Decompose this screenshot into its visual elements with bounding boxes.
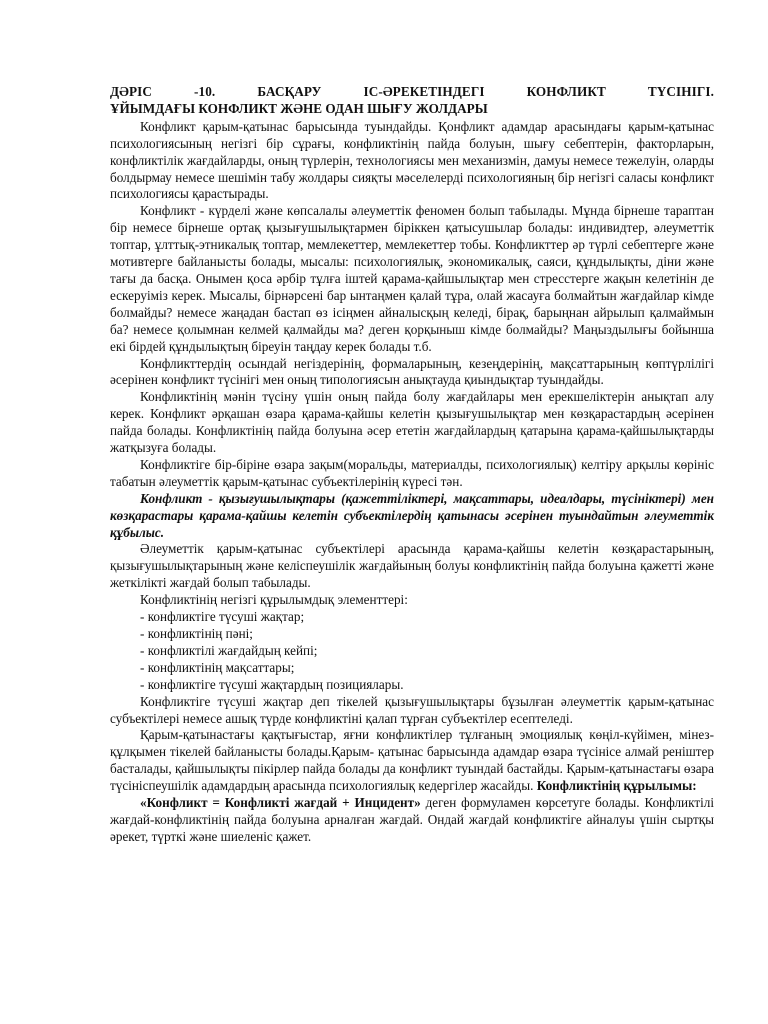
paragraph-formula — [110, 795, 714, 846]
structural-elements-heading: Конфликтінің негізгі құрылымдық элементтері: — [140, 592, 408, 608]
lecture-title-line1: ДӘРІС -10. БАСҚАРУ ІС-ӘРЕКЕТІНДЕГІ КОНФЛИКТ ТҮСІНІГІ. — [110, 84, 714, 99]
paragraph-intro: Конфликт қарым-қатынас барысында туындайды. Қонфликт адамдар арасындағы қарым-қатынас психологиясының негізгі бір сұрағы, конфликтінің пайда болуын, шығу себептерін, факторларын, конфликтілік жағдайларды, оның түрлерін, технологиясы мен механизмін, дамуы немесе тежелуін, оларды болдырмау немесе шешімін табу жолдары сияқты мәселелерді психологияның бір негізгі саласы конфликт психологиясы қарастырады. — [110, 118, 714, 202]
formula-explanation: деген формуламен көрсетуге болады. Конфликтілі жағдай-конфликтінің пайда болуына арналған жағдай. Ондай жағдай конфликтіге айналуы үшін сыртқы әрекет, түрткі және шиеленіс қажет. — [110, 795, 714, 844]
structure-colon: : — [692, 778, 697, 794]
paragraph-parties: Конфликтіге түсуші жақтар деп тікелей қызығушылықтары бұзылған әлеуметтік қарым-қатынас субъектілері немесе ашық түрде конфликтіні қалап тұрған субъектілер есептеледі. — [110, 693, 714, 726]
paragraph-essence: Конфликтінің мәнін түсіну үшін оның пайда болу жағдайлары мен ерекшеліктерін анықтап алу керек. Конфликт әрқашан өзара қарама-қайшы келетін қызығушылықтар мен көзқарастардың әсерінен пайда болады. Конфликтінің пайда болуына әсер ететін жағдайлардың қатарына қарама-қайшылықтарды жатқызуға болады. — [110, 389, 714, 456]
list-item: - конфликтінің пәні; — [140, 626, 253, 641]
list-item: - конфликтілі жағдайдың кейпі; — [140, 642, 318, 658]
conflict-structure-label: Конфликтінің құрылымы — [536, 778, 693, 794]
paragraph-conditions: Әлеуметтік қарым-қатынас субъектілері арасында қарама-қайшы келетін көзқарастарының, қызығушылықтарының және келіспеушілік жағдайының болуы конфликтінің пайда болуына қажетті және жеткілікті жағдай болып табылады. — [110, 541, 714, 591]
list-item: - конфликтіге түсуші жақтар; — [140, 609, 305, 625]
paragraph-damage: Конфликтіге бір-біріне өзара зақым(моральды, материалды, психологиялық) келтіру арқылы көрініс табатын әлеуметтік қарым-қатынас субъектілерінің күресі тән. — [110, 456, 714, 489]
psychology-text: Қарым-қатынастағы қақтығыстар, яғни конфликтілер тұлғаның эмоциялық көңіл-күйімен, мінез-құлқымен тікелей байланысты болады.Қарым- қатынас барысында адамдар өзара түсінісе алмай реніштер басталады, қайшылықты пікірлер пайда болады да конфликт туындай бастайды. Қарым-қатынастағы өзара түсініспеушілік адамдардың арасында психологиялық кедергілер жасайды. — [110, 727, 714, 794]
conflict-formula: «Конфликт = Конфликті жағдай + Инцидент» — [140, 795, 421, 811]
lecture-title-line2: ҰЙЫМДАҒЫ КОНФЛИКТ ЖӘНЕ ОДАН ШЫҒУ ЖОЛДАРЫ — [110, 100, 488, 116]
list-item: - конфликтіге түсуші жақтардың позициялары. — [140, 676, 404, 692]
paragraph-psychology — [110, 727, 714, 795]
conflict-definition: Конфликт - қызығушылықтары (қажеттіліктері, мақсаттары, идеалдары, түсініктері) мен көзқарастары қарама-қайшы келетін субъектілердің қатынасы әсерінен туындайтын әлеуметтік құбылыс. — [110, 490, 714, 540]
paragraph-complex-phenomenon: Конфликт - күрделі және көпсалалы әлеуметтік феномен болып табылады. Мұнда бірнеше тараптан бір немесе бірнеше ортақ қызығушылықтармен біріккен қатысушылар болады: индивидтер, әлеуметтік топтар, ұлттық-этникалық топтар, мемлекеттер, мемлекеттер тобы. Конфликттер әр түрлі себептерге және мотивтерге байланысты болады, мысалы: психологиялық, экономикалық, саяси, құндылықты, діни және тағы да басқа. Онымен қоса әрбір тұлға іштей қарама-қайшылықтар мен стресстерге жақын келетінін де ескеруіміз керек. Мысалы, бірнәрсені бар ынтаңмен қалай тұра, олай жасауға болмайтын жағдайлар кімде болмайды? немесе жаңадан бастап өз ісіңмен айналысқың келеді, бірақ, барыңнан айрылып қалмаймын ба? немесе қолымнан келмей қалмайды ма? деген қорқыныш кімде болмайды? Маңыздылығы бойынша екі бірдей құндылықтың біреуін таңдау керек болады т.б. — [110, 203, 714, 354]
structural-elements-list — [110, 609, 714, 694]
document-page — [110, 84, 714, 846]
paragraph-typology: Конфликттердің осындай негіздерінің, формаларының, кезеңдерінің, мақсаттарының көптүрлілігі әсерінен конфликт түсінігі мен оның типологиясын анықтауда қиындықтар туындайды. — [110, 355, 714, 388]
list-item: - конфликтінің мақсаттары; — [140, 659, 295, 675]
